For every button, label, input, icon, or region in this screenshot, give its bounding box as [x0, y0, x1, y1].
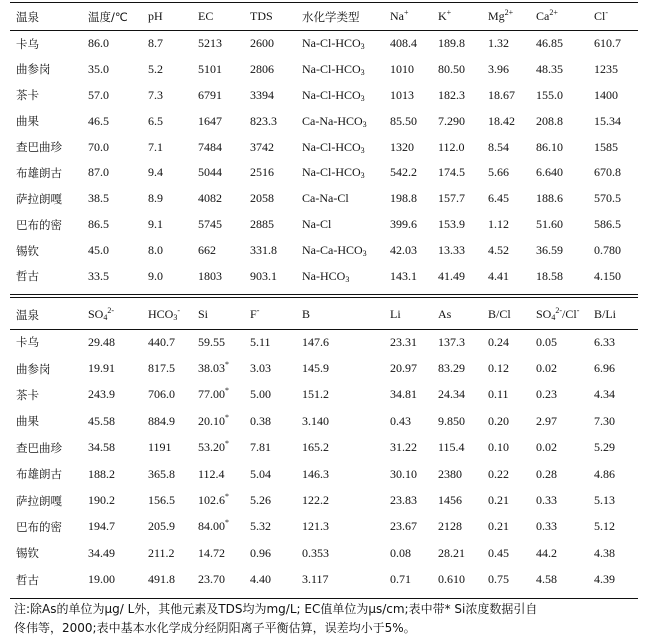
table-cell: 34.58	[88, 440, 115, 455]
table-cell: 188.2	[88, 466, 115, 481]
table-cell: 147.6	[302, 334, 329, 349]
table-cell: 18.67	[488, 87, 515, 102]
table-cell: 2128	[438, 519, 462, 534]
table-cell: Na-Cl	[302, 217, 332, 232]
table-cell: 5.12	[594, 519, 615, 534]
table-cell: 165.2	[302, 440, 329, 455]
table-cell: 0.21	[488, 493, 509, 508]
table-cell: 5.29	[594, 440, 615, 455]
table2-header-cell: B	[302, 307, 311, 322]
table-cell: 59.55	[198, 334, 225, 349]
table-cell: 44.2	[536, 545, 557, 560]
table-cell: 0.43	[390, 413, 411, 428]
table2-header-cell: $SO_4^{2-}$	[88, 306, 115, 323]
table-row	[10, 408, 638, 434]
table-row	[10, 487, 638, 513]
table-cell: 0.45	[488, 545, 509, 560]
table-cell: 23.31	[390, 334, 417, 349]
table-cell: $Na-Cl-HCO_3$	[302, 36, 365, 52]
table-cell: 189.8	[438, 36, 465, 51]
table-cell: 7484	[198, 139, 222, 154]
table-cell: 83.29	[438, 361, 465, 376]
table2-header-cell: As	[438, 307, 452, 322]
table-cell: 35.0	[88, 61, 109, 76]
table-cell: 0.28	[536, 466, 557, 481]
table-row	[10, 108, 638, 134]
table-cell: 萨拉朗嘎	[16, 493, 62, 508]
major-ion-table	[10, 2, 638, 289]
table-cell: 6.5	[148, 113, 163, 128]
table-cell: 曲参岗	[16, 62, 51, 77]
table-cell: 6.33	[594, 334, 615, 349]
trace-element-table	[10, 301, 638, 593]
table-cell: 399.6	[390, 217, 417, 232]
table-cell: 5.32	[250, 519, 271, 534]
table-cell: 0.21	[488, 519, 509, 534]
note-line-2: 佟伟等，2000;表中基本水化学成分经阴阳离子平衡估算，误差均小于5%。	[14, 621, 416, 635]
table-cell: 365.8	[148, 466, 175, 481]
table-cell: 208.8	[536, 113, 563, 128]
table-cell: 20.10*	[198, 412, 229, 428]
table-row	[10, 461, 638, 487]
table-row	[10, 82, 638, 108]
table-cell: 0.96	[250, 545, 271, 560]
table-cell: 1.12	[488, 217, 509, 232]
table-cell: 670.8	[594, 165, 621, 180]
table-cell: 31.22	[390, 440, 417, 455]
table-cell: 曲参岗	[16, 361, 51, 376]
table-cell: 188.6	[536, 191, 563, 206]
table-cell: $Na-Cl-HCO_3$	[302, 87, 365, 103]
table-cell: 121.3	[302, 519, 329, 534]
table-cell: 8.54	[488, 139, 509, 154]
table1-header-cell: TDS	[250, 9, 273, 23]
table-cell: 5.13	[594, 493, 615, 508]
table-cell: 6.96	[594, 361, 615, 376]
table-cell: 0.05	[536, 334, 557, 349]
table-cell: 440.7	[148, 334, 175, 349]
table-cell: 0.10	[488, 440, 509, 455]
table-cell: 153.9	[438, 217, 465, 232]
table-cell: 巴布的密	[16, 519, 62, 534]
table-cell: 3.117	[302, 572, 329, 587]
table1-header-cell: 温度/℃	[88, 9, 128, 24]
table-cell: 5213	[198, 36, 222, 51]
table-cell: $Na-HCO_3$	[302, 268, 350, 284]
table-cell: 0.22	[488, 466, 509, 481]
table-cell: 0.11	[488, 387, 509, 402]
table-cell: 243.9	[88, 387, 115, 402]
table-cell: 巴布的密	[16, 217, 62, 232]
table-cell: 34.81	[390, 387, 417, 402]
table-cell: 4.58	[536, 572, 557, 587]
table-cell: 122.2	[302, 493, 329, 508]
table-cell: 0.08	[390, 545, 411, 560]
table-cell: 24.34	[438, 387, 465, 402]
table-cell: 1647	[198, 113, 222, 128]
table-cell: 布雄朗古	[16, 165, 62, 180]
table-cell: 174.5	[438, 165, 465, 180]
table-cell: 锡钦	[16, 243, 39, 258]
table-cell: 0.23	[536, 387, 557, 402]
table-cell: 18.58	[536, 268, 563, 283]
table-cell: 9.0	[148, 268, 163, 283]
table-cell: 115.4	[438, 440, 465, 455]
table-cell: 查巴曲珍	[16, 140, 62, 154]
table-cell: 38.03*	[198, 360, 229, 376]
table1-header-cell: Na+	[390, 8, 409, 23]
table-cell: 哲古	[16, 572, 39, 587]
table-cell: 1010	[390, 61, 414, 76]
table-row	[10, 264, 638, 290]
table-cell: 5.26	[250, 493, 271, 508]
table-cell: 182.3	[438, 87, 465, 102]
table-cell: 48.35	[536, 61, 563, 76]
table-cell: 锡钦	[16, 546, 39, 561]
table-cell: 4.40	[250, 572, 271, 587]
table-cell: 0.20	[488, 413, 509, 428]
table-cell: 卡乌	[16, 36, 39, 51]
table-cell: 1400	[594, 87, 618, 102]
table-cell: 570.5	[594, 191, 621, 206]
table1-header-cell: pH	[148, 9, 163, 23]
table-cell: 155.0	[536, 87, 563, 102]
table-cell: 1320	[390, 139, 414, 154]
table-cell: 5.04	[250, 466, 271, 481]
table-row	[10, 56, 638, 82]
table-cell: 2885	[250, 217, 274, 232]
table2-header-row	[10, 301, 638, 329]
table-cell: 29.48	[88, 334, 115, 349]
table-cell: 23.83	[390, 493, 417, 508]
table-cell: 42.03	[390, 243, 417, 258]
table-cell: 布雄朗古	[16, 467, 62, 482]
table-cell: $Ca-Na-HCO_3$	[302, 113, 367, 129]
table-cell: 14.72	[198, 545, 225, 560]
table-cell: 0.38	[250, 413, 271, 428]
literature-source-marker: *	[225, 386, 229, 396]
table1-header-cell: $Ca^{2+}$	[536, 8, 558, 23]
table-cell: 4.52	[488, 243, 509, 258]
table-cell: 51.60	[536, 217, 563, 232]
table-cell: 23.70	[198, 572, 225, 587]
table-cell: 84.00*	[198, 518, 229, 534]
table-cell: 102.6*	[198, 492, 229, 508]
table-cell: 1585	[594, 139, 618, 154]
table-cell: 曲果	[16, 414, 39, 429]
table-cell: 萨拉朗嘎	[16, 191, 62, 206]
table-cell: 9.1	[148, 217, 163, 232]
table-cell: 30.10	[390, 466, 417, 481]
table-cell: 45.58	[88, 413, 115, 428]
table-cell: 198.8	[390, 191, 417, 206]
table-row	[10, 212, 638, 238]
table-cell: 145.9	[302, 361, 329, 376]
table-cell: 3742	[250, 139, 274, 154]
table-cell: 57.0	[88, 87, 109, 102]
table-cell: 5.00	[250, 387, 271, 402]
table-cell: 157.7	[438, 191, 465, 206]
table-row	[10, 435, 638, 461]
table-cell: 4082	[198, 191, 222, 206]
table-cell: 0.780	[594, 243, 621, 258]
table-cell: 7.290	[438, 113, 465, 128]
table-cell: 36.59	[536, 243, 563, 258]
table-cell: 1456	[438, 493, 462, 508]
table-cell: 77.00*	[198, 386, 229, 402]
table-cell: 1013	[390, 87, 414, 102]
table-cell: 茶卡	[16, 88, 39, 103]
table2-header-cell: B/Li	[594, 307, 617, 322]
table-cell: 53.20*	[198, 439, 229, 455]
table-cell: 6791	[198, 87, 222, 102]
table-cell: 610.7	[594, 36, 621, 51]
table-cell: 3.96	[488, 61, 509, 76]
table-cell: 86.10	[536, 139, 563, 154]
table-cell: 23.67	[390, 519, 417, 534]
table-cell: 70.0	[88, 139, 109, 154]
table-cell: 5.2	[148, 61, 163, 76]
table1-header-cell: K+	[438, 8, 452, 23]
literature-source-marker: *	[225, 492, 229, 502]
table-cell: 2806	[250, 61, 274, 76]
table-row	[10, 160, 638, 186]
table-cell: 87.0	[88, 165, 109, 180]
table-cell: 5101	[198, 61, 222, 76]
table-cell: 156.5	[148, 493, 175, 508]
table-row	[10, 382, 638, 408]
table-cell: 茶卡	[16, 387, 39, 402]
table-cell: $Na-Cl-HCO_3$	[302, 165, 365, 181]
table-cell: 817.5	[148, 361, 175, 376]
table2-header-cell: F-	[250, 306, 260, 322]
table-cell: 137.3	[438, 334, 465, 349]
table-cell: 18.42	[488, 113, 515, 128]
table-cell: 190.2	[88, 493, 115, 508]
table-cell: 85.50	[390, 113, 417, 128]
table-cell: 143.1	[390, 268, 417, 283]
table-row	[10, 355, 638, 381]
table-cell: 3394	[250, 87, 274, 102]
table-cell: 5.11	[250, 334, 271, 349]
table-cell: 1235	[594, 61, 618, 76]
table2-header-cell: $HCO_3^-$	[148, 306, 181, 323]
table-cell: 586.5	[594, 217, 621, 232]
table-cell: 4.38	[594, 545, 615, 560]
table-cell: 0.02	[536, 440, 557, 455]
table-cell: 823.3	[250, 113, 277, 128]
table-cell: 0.33	[536, 493, 557, 508]
table-cell: 4.39	[594, 572, 615, 587]
table-cell: 0.353	[302, 545, 329, 560]
table-row	[10, 238, 638, 264]
table-cell: 46.5	[88, 113, 109, 128]
table-cell: 211.2	[148, 545, 175, 560]
table2-header-cell: $SO_4^{2-}/Cl^-$	[536, 306, 580, 323]
table-row	[10, 134, 638, 160]
table-cell: 5.66	[488, 165, 509, 180]
table-cell: 491.8	[148, 572, 175, 587]
table-cell: 903.1	[250, 268, 277, 283]
table-cell: $Na-Ca-HCO_3$	[302, 243, 367, 259]
table1-header-cell: 温泉	[16, 9, 39, 24]
literature-source-marker: *	[225, 439, 229, 449]
table-cell: 9.850	[438, 413, 465, 428]
table-cell: 146.3	[302, 466, 329, 481]
table-cell: 3.140	[302, 413, 329, 428]
table-cell: 41.49	[438, 268, 465, 283]
table-cell: 38.5	[88, 191, 109, 206]
table-cell: 7.81	[250, 440, 271, 455]
table-cell: 19.00	[88, 572, 115, 587]
table1-header-cell: 水化学类型	[302, 9, 360, 24]
table-cell: 9.4	[148, 165, 163, 180]
table-row	[10, 514, 638, 540]
table-cell: 15.34	[594, 113, 621, 128]
bottom-rule	[10, 598, 638, 599]
table-cell: 4.86	[594, 466, 615, 481]
table-cell: 33.5	[88, 268, 109, 283]
table-cell: 4.41	[488, 268, 509, 283]
table-cell: 2058	[250, 191, 274, 206]
table-cell: 0.75	[488, 572, 509, 587]
table1-header-cell: $Mg^{2+}$	[488, 8, 514, 23]
table-cell: 0.02	[536, 361, 557, 376]
table-cell: 5745	[198, 217, 222, 232]
table-cell: 46.85	[536, 36, 563, 51]
table-cell: 1.32	[488, 36, 509, 51]
table-cell: 112.0	[438, 139, 465, 154]
table-cell: 曲果	[16, 114, 39, 129]
table-cell: 884.9	[148, 413, 175, 428]
table-row	[10, 31, 638, 57]
table-cell: 7.30	[594, 413, 615, 428]
table-cell: 1803	[198, 268, 222, 283]
table-cell: 0.33	[536, 519, 557, 534]
table-cell: 0.24	[488, 334, 509, 349]
table-cell: 4.34	[594, 387, 615, 402]
table-cell: 205.9	[148, 519, 175, 534]
note-line-1: 注:除As的单位为μg/ L外，其他元素及TDS均为mg/L; EC值单位为μs/cm;表中带* Si浓度数据引自	[14, 602, 538, 616]
table-cell: 662	[198, 243, 216, 258]
table-row	[10, 540, 638, 566]
table-cell: 86.0	[88, 36, 109, 51]
table-cell: 卡乌	[16, 335, 39, 350]
table-cell: 哲古	[16, 269, 39, 284]
table-cell: 查巴曲珍	[16, 440, 62, 455]
literature-source-marker: *	[225, 360, 229, 370]
table-row	[10, 329, 638, 355]
table-cell: 0.71	[390, 572, 411, 587]
table-cell: 706.0	[148, 387, 175, 402]
table-cell: 86.5	[88, 217, 109, 232]
table-cell: Ca-Na-Cl	[302, 191, 349, 206]
table-cell: $Na-Cl-HCO_3$	[302, 139, 365, 155]
table-cell: 2380	[438, 466, 462, 481]
double-rule-bottom	[10, 297, 638, 298]
table-cell: 0.12	[488, 361, 509, 376]
table-cell: 80.50	[438, 61, 465, 76]
table-cell: 542.2	[390, 165, 417, 180]
table-cell: 34.49	[88, 545, 115, 560]
table-cell: 45.0	[88, 243, 109, 258]
table-cell: 7.3	[148, 87, 163, 102]
table-cell: 7.1	[148, 139, 163, 154]
table-cell: 3.03	[250, 361, 271, 376]
literature-source-marker: *	[225, 412, 229, 422]
table-cell: 5044	[198, 165, 222, 180]
table-cell: 1191	[148, 440, 172, 455]
table-cell: 8.9	[148, 191, 163, 206]
table-cell: 28.21	[438, 545, 465, 560]
table-cell: 2600	[250, 36, 274, 51]
table-cell: 2516	[250, 165, 274, 180]
table-cell: $Na-Cl-HCO_3$	[302, 61, 365, 77]
table2-header-cell: Si	[198, 307, 209, 322]
table-note	[14, 600, 634, 638]
table-cell: 19.91	[88, 361, 115, 376]
table1-header-cell: EC	[198, 9, 214, 23]
table-cell: 2.97	[536, 413, 557, 428]
table-cell: 112.4	[198, 466, 225, 481]
table-cell: 151.2	[302, 387, 329, 402]
table-row	[10, 567, 638, 593]
table-cell: 0.610	[438, 572, 465, 587]
table2-header-cell: 温泉	[16, 307, 39, 322]
table-cell: 20.97	[390, 361, 417, 376]
table-cell: 8.7	[148, 36, 163, 51]
table2-header-cell: Li	[390, 307, 401, 322]
table-cell: 194.7	[88, 519, 115, 534]
table-cell: 6.640	[536, 165, 563, 180]
table-cell: 13.33	[438, 243, 465, 258]
literature-source-marker: *	[225, 518, 229, 528]
table-cell: 8.0	[148, 243, 163, 258]
table1-header-row	[10, 3, 638, 31]
table-cell: 331.8	[250, 243, 277, 258]
table-cell: 408.4	[390, 36, 417, 51]
table-cell: 6.45	[488, 191, 509, 206]
table-cell: 4.150	[594, 268, 621, 283]
table-row	[10, 186, 638, 212]
double-rule-top	[10, 294, 638, 295]
table2-header-cell: B/Cl	[488, 307, 511, 322]
table1-header-cell: Cl-	[594, 8, 609, 23]
